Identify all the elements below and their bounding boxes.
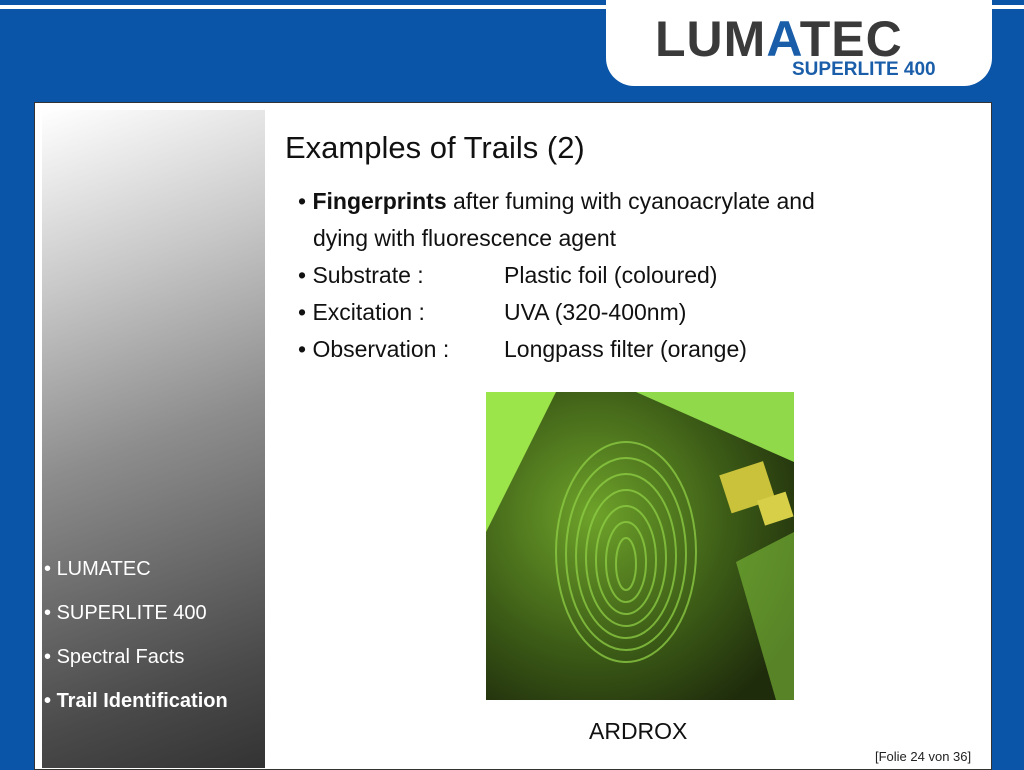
sidebar-item-spectral-facts[interactable]: • Spectral Facts [44,646,185,668]
slide-title: Examples of Trails (2) [285,130,585,165]
image-caption: ARDROX [589,718,688,744]
slide-counter: [Folie 24 von 36] [875,749,972,764]
fingerprint-photo [486,392,794,700]
bullet-substrate-key: • Substrate : [298,262,424,288]
sidebar-item-trail-identification[interactable]: • Trail Identification [44,690,228,712]
sidebar-item-superlite[interactable]: • SUPERLITE 400 [44,602,207,624]
bullet-observation-key: • Observation : [298,336,450,362]
sidebar [42,110,265,768]
bullet-excitation-value: UVA (320-400nm) [504,299,687,325]
bullet-excitation-key: • Excitation : [298,299,425,325]
bullet-observation-value: Longpass filter (orange) [504,336,747,362]
bullet-substrate-value: Plastic foil (coloured) [504,262,718,288]
bullet-fingerprints-continued: dying with fluorescence agent [313,225,617,251]
bullet-fingerprints: • Fingerprints after fuming with cyanoacrylate and [298,188,815,214]
fingerprint-image [486,392,794,700]
sidebar-item-lumatec[interactable]: • LUMATEC [44,558,151,580]
logo-subtitle: SUPERLITE 400 [792,59,936,80]
lumatec-logo: LUMATEC [655,11,903,67]
